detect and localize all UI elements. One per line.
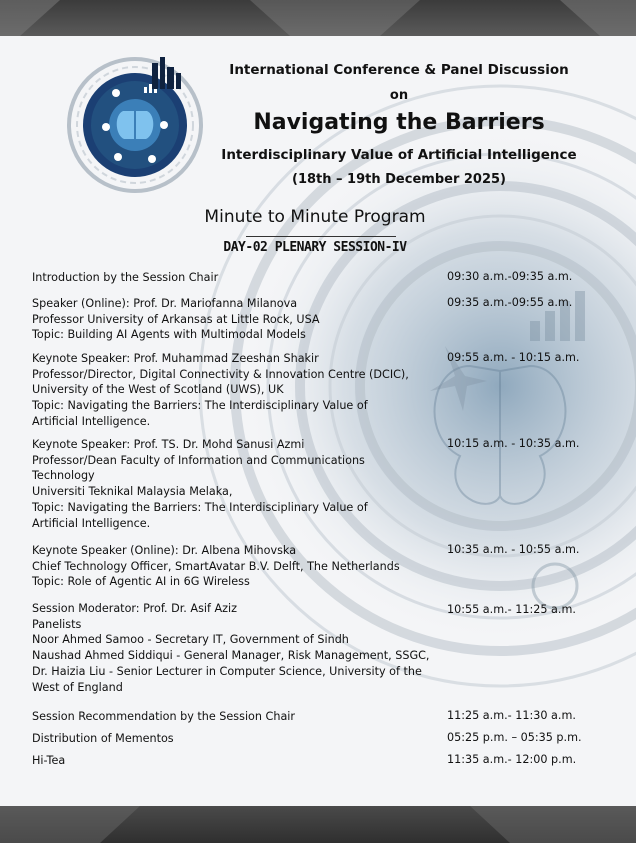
item-line: Session Moderator: Prof. Dr. Asif Aziz	[32, 602, 238, 615]
conference-title: Navigating the Barriers	[253, 110, 545, 135]
item-line: Speaker (Online): Prof. Dr. Mariofanna Milanova	[32, 297, 298, 310]
conference-logo	[60, 55, 210, 195]
item-line: Topic: Building AI Agents with Multimodal Models	[32, 328, 306, 342]
item-line: Technology	[32, 469, 95, 483]
on-label: on	[389, 88, 409, 103]
conference-dates: (18th – 19th December 2025)	[292, 172, 506, 187]
program-item	[32, 270, 442, 286]
item-time: 10:55 a.m.- 11:25 a.m.	[447, 603, 576, 616]
program-item	[32, 437, 442, 531]
program-item	[32, 543, 442, 590]
item-line: Hi-Tea	[32, 754, 66, 767]
item-line: West of England	[32, 680, 123, 694]
conference-name: International Conference & Panel Discussion	[229, 62, 569, 78]
item-time: 09:55 a.m. - 10:15 a.m.	[447, 351, 580, 364]
item-time: 09:35 a.m.-09:55 a.m.	[447, 296, 573, 309]
item-line: Topic: Navigating the Barriers: The Interdisciplinary Value of	[32, 399, 368, 413]
session-title: DAY-02 PLENARY SESSION-IV	[223, 240, 407, 255]
item-time: 10:15 a.m. - 10:35 a.m.	[447, 437, 580, 450]
item-time: 11:25 a.m.- 11:30 a.m.	[447, 709, 576, 722]
program-item	[32, 753, 442, 769]
item-line: Artificial Intelligence.	[32, 414, 151, 428]
item-line: Professor/Dean Faculty of Information and Communications	[32, 453, 365, 467]
session-divider	[246, 236, 396, 237]
item-line: Distribution of Mementos	[32, 732, 174, 745]
item-line: Topic: Role of Agentic AI in 6G Wireless	[32, 575, 250, 589]
item-time: 09:30 a.m.-09:35 a.m.	[447, 270, 573, 283]
item-line: Keynote Speaker (Online): Dr. Albena Mihovska	[32, 544, 297, 557]
bottom-decorative-band	[0, 806, 636, 843]
top-decorative-band	[0, 0, 636, 36]
program-item	[32, 601, 442, 695]
program-item	[32, 709, 442, 725]
program-item	[32, 351, 442, 430]
item-line: Professor/Director, Digital Connectivity & Innovation Centre (DCIC),	[32, 367, 409, 381]
item-time: 11:35 a.m.- 12:00 p.m.	[447, 753, 577, 766]
item-line: Artificial Intelligence.	[32, 516, 151, 530]
conference-subtitle: Interdisciplinary Value of Artificial Intelligence	[221, 147, 577, 163]
item-line: Keynote Speaker: Prof. TS. Dr. Mohd Sanusi Azmi	[32, 438, 305, 451]
program-item	[32, 731, 442, 747]
item-line: Noor Ahmed Samoo - Secretary IT, Government of Sindh	[32, 633, 349, 647]
item-line: Dr. Haizia Liu - Senior Lecturer in Computer Science, University of the	[32, 664, 422, 678]
item-line: Naushad Ahmed Siddiqui - General Manager, Risk Management, SSGC,	[32, 649, 430, 663]
item-line: Session Recommendation by the Session Chair	[32, 710, 296, 723]
item-time: 05:25 p.m. – 05:35 p.m.	[447, 731, 582, 744]
item-line: Universiti Teknikal Malaysia Melaka,	[32, 485, 233, 499]
item-line: Keynote Speaker: Prof. Muhammad Zeeshan Shakir	[32, 352, 319, 365]
item-line: University of the West of Scotland (UWS), UK	[32, 383, 284, 397]
item-line: Professor University of Arkansas at Little Rock, USA	[32, 312, 320, 326]
program-heading: Minute to Minute Program	[204, 207, 426, 227]
program-item	[32, 296, 442, 343]
item-line: Topic: Navigating the Barriers: The Interdisciplinary Value of	[32, 500, 368, 514]
item-time: 10:35 a.m. - 10:55 a.m.	[447, 543, 580, 556]
item-line: Introduction by the Session Chair	[32, 271, 219, 284]
item-line: Chief Technology Officer, SmartAvatar B.V. Delft, The Netherlands	[32, 559, 400, 573]
item-line: Panelists	[32, 617, 82, 631]
